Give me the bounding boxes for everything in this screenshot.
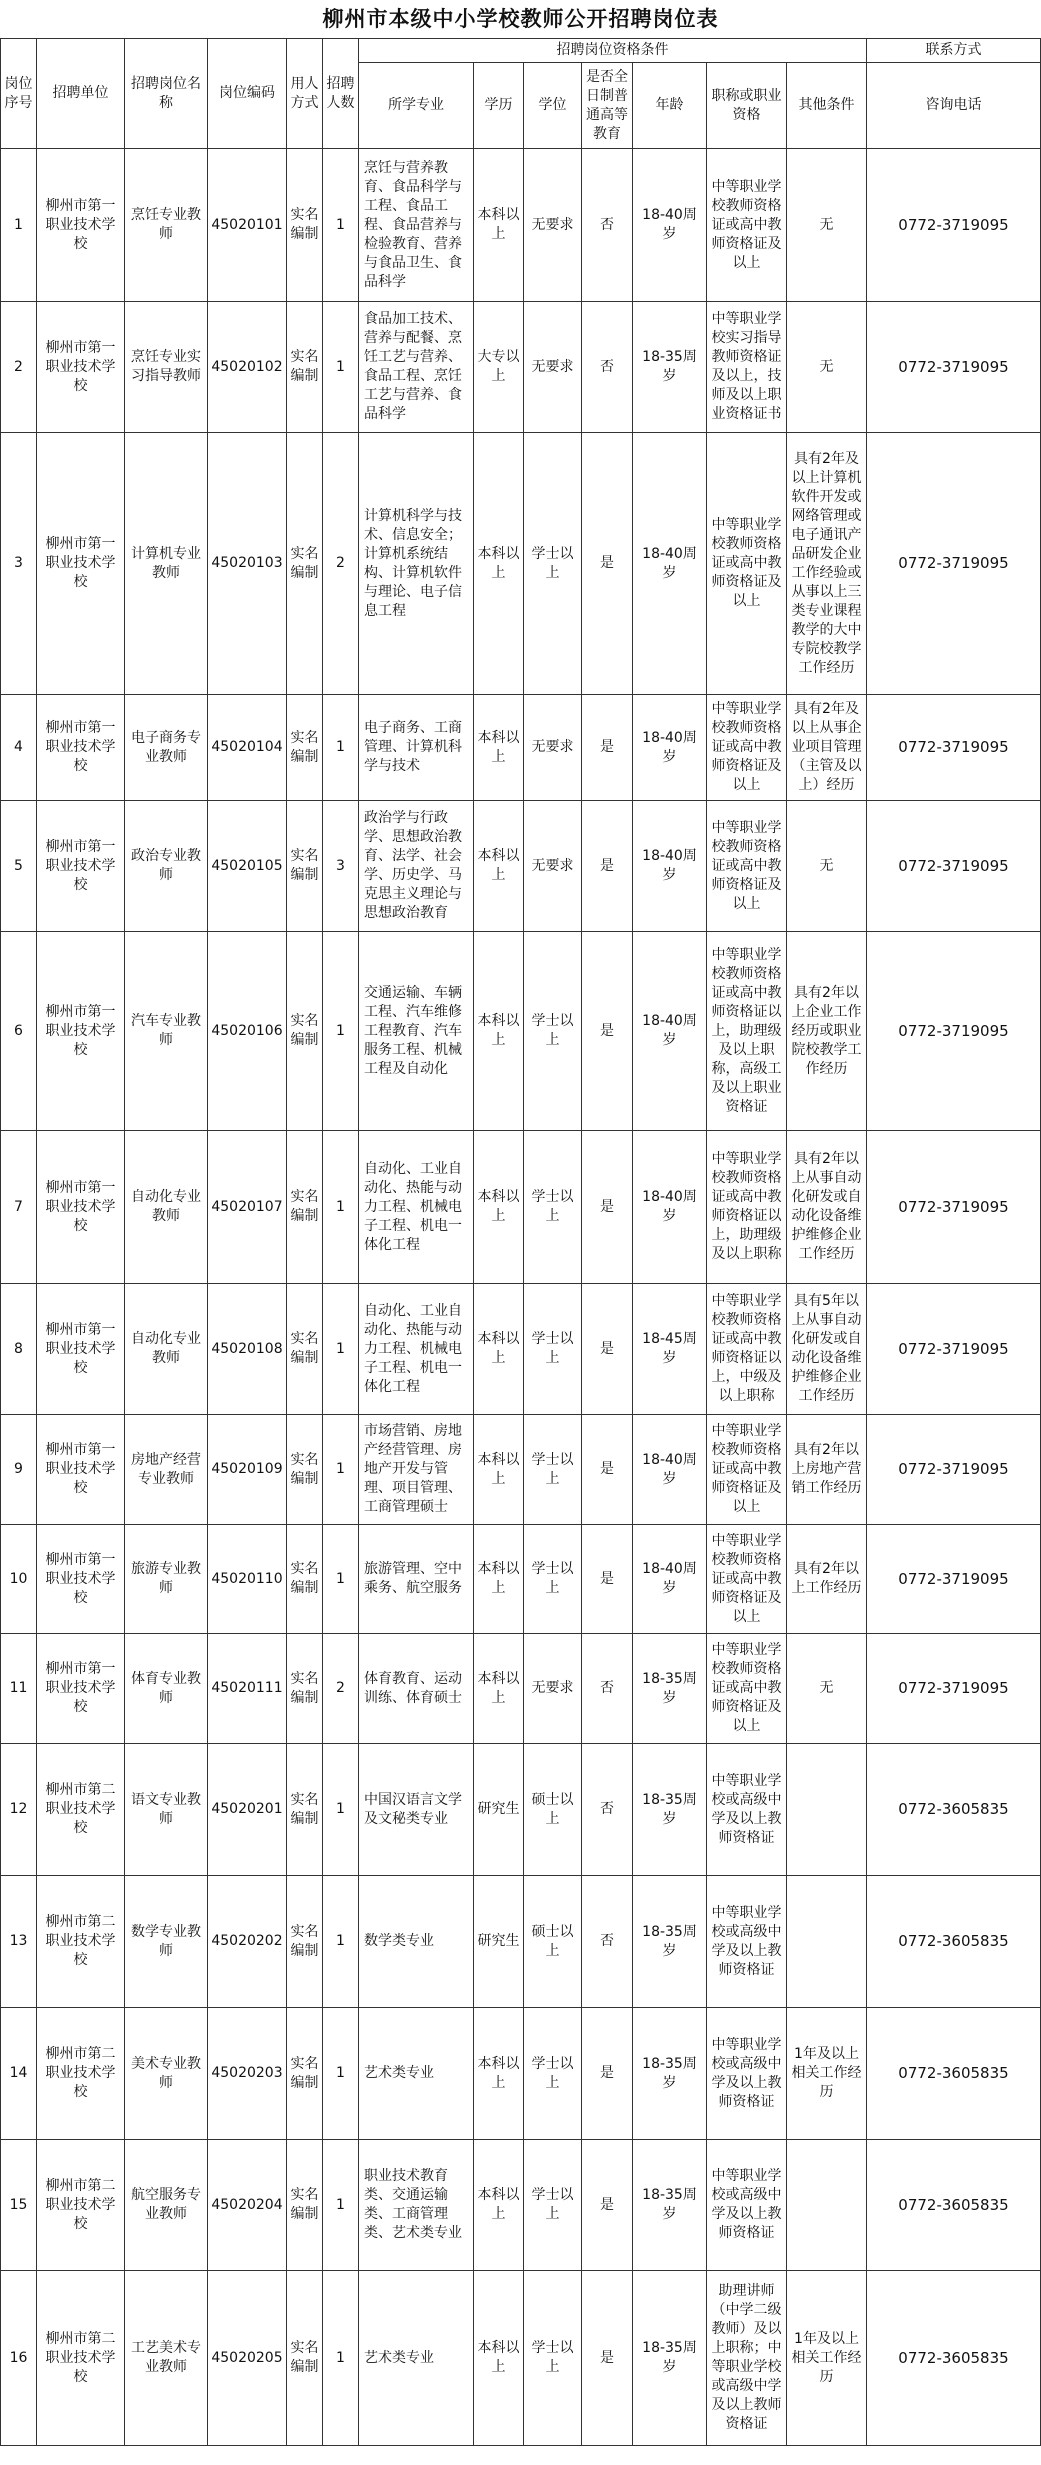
cell-post: 烹饪专业实习指导教师 xyxy=(125,302,208,433)
cell-count: 1 xyxy=(323,1131,359,1284)
table-row xyxy=(1,1525,1041,1634)
cell-method: 实名编制 xyxy=(287,302,323,433)
table-row xyxy=(1,1131,1041,1284)
cell-cert: 中等职业学校教师资格证或高中教师资格证及以上 xyxy=(707,149,787,302)
cell-count: 1 xyxy=(323,1415,359,1525)
header-count: 招聘人数 xyxy=(323,39,359,149)
cell-unit: 柳州市第一职业技术学校 xyxy=(37,932,125,1131)
cell-degree: 无要求 xyxy=(524,1634,582,1744)
cell-edu: 本科以上 xyxy=(474,932,524,1131)
cell-post: 政治专业教师 xyxy=(125,801,208,932)
cell-degree: 学士以上 xyxy=(524,1525,582,1634)
cell-tel: 0772-3719095 xyxy=(867,801,1041,932)
cell-unit: 柳州市第一职业技术学校 xyxy=(37,1284,125,1415)
cell-tel: 0772-3719095 xyxy=(867,932,1041,1131)
cell-unit: 柳州市第一职业技术学校 xyxy=(37,302,125,433)
cell-unit: 柳州市第一职业技术学校 xyxy=(37,695,125,801)
cell-code: 45020202 xyxy=(208,1876,287,2008)
header-method: 用人方式 xyxy=(287,39,323,149)
cell-age: 18-40周岁 xyxy=(633,932,707,1131)
table-row xyxy=(1,932,1041,1131)
cell-cert: 中等职业学校教师资格证或高中教师资格证及以上 xyxy=(707,801,787,932)
cell-other xyxy=(787,2140,867,2271)
cell-major: 电子商务、工商管理、计算机科学与技术 xyxy=(359,695,474,801)
cell-seq: 11 xyxy=(1,1634,37,1744)
cell-seq: 13 xyxy=(1,1876,37,2008)
table-row xyxy=(1,302,1041,433)
table-row xyxy=(1,433,1041,695)
cell-degree: 硕士以上 xyxy=(524,1876,582,2008)
cell-edu: 本科以上 xyxy=(474,1525,524,1634)
header-edu: 学历 xyxy=(474,63,524,149)
cell-code: 45020104 xyxy=(208,695,287,801)
cell-degree: 学士以上 xyxy=(524,433,582,695)
table-row xyxy=(1,1744,1041,1876)
cell-other: 1年及以上相关工作经历 xyxy=(787,2271,867,2446)
cell-count: 1 xyxy=(323,1525,359,1634)
cell-fulltime: 否 xyxy=(582,302,633,433)
cell-method: 实名编制 xyxy=(287,2271,323,2446)
cell-post: 自动化专业教师 xyxy=(125,1131,208,1284)
cell-code: 45020201 xyxy=(208,1744,287,1876)
header-seq: 岗位序号 xyxy=(1,39,37,149)
cell-cert: 中等职业学校教师资格证或高中教师资格证以上，助理级及以上职称，高级工及以上职业资格证 xyxy=(707,932,787,1131)
cell-count: 2 xyxy=(323,433,359,695)
cell-edu: 研究生 xyxy=(474,1876,524,2008)
cell-fulltime: 否 xyxy=(582,1634,633,1744)
cell-post: 工艺美术专业教师 xyxy=(125,2271,208,2446)
recruitment-table xyxy=(0,38,1041,2446)
header-tel: 咨询电话 xyxy=(867,63,1041,149)
table-row xyxy=(1,149,1041,302)
cell-count: 2 xyxy=(323,1634,359,1744)
cell-tel: 0772-3719095 xyxy=(867,1415,1041,1525)
cell-fulltime: 是 xyxy=(582,433,633,695)
cell-cert: 中等职业学校教师资格证或高中教师资格证及以上 xyxy=(707,1415,787,1525)
cell-tel: 0772-3605835 xyxy=(867,2008,1041,2140)
cell-edu: 本科以上 xyxy=(474,1634,524,1744)
cell-other: 无 xyxy=(787,302,867,433)
cell-method: 实名编制 xyxy=(287,932,323,1131)
cell-fulltime: 是 xyxy=(582,1525,633,1634)
cell-edu: 本科以上 xyxy=(474,149,524,302)
cell-unit: 柳州市第一职业技术学校 xyxy=(37,1131,125,1284)
cell-other xyxy=(787,1876,867,2008)
cell-seq: 16 xyxy=(1,2271,37,2446)
table-body xyxy=(1,149,1041,2446)
cell-fulltime: 是 xyxy=(582,2140,633,2271)
cell-count: 3 xyxy=(323,801,359,932)
cell-age: 18-40周岁 xyxy=(633,1415,707,1525)
cell-count: 1 xyxy=(323,2271,359,2446)
cell-post: 语文专业教师 xyxy=(125,1744,208,1876)
cell-edu: 研究生 xyxy=(474,1744,524,1876)
header-conditions-group: 招聘岗位资格条件 xyxy=(359,39,867,63)
cell-method: 实名编制 xyxy=(287,695,323,801)
header-major: 所学专业 xyxy=(359,63,474,149)
cell-post: 烹饪专业教师 xyxy=(125,149,208,302)
cell-age: 18-35周岁 xyxy=(633,1634,707,1744)
cell-method: 实名编制 xyxy=(287,1525,323,1634)
cell-seq: 6 xyxy=(1,932,37,1131)
cell-code: 45020101 xyxy=(208,149,287,302)
cell-count: 1 xyxy=(323,1876,359,2008)
cell-degree: 学士以上 xyxy=(524,2271,582,2446)
cell-unit: 柳州市第一职业技术学校 xyxy=(37,1525,125,1634)
cell-code: 45020103 xyxy=(208,433,287,695)
cell-code: 45020111 xyxy=(208,1634,287,1744)
cell-code: 45020106 xyxy=(208,932,287,1131)
cell-tel: 0772-3719095 xyxy=(867,695,1041,801)
cell-age: 18-40周岁 xyxy=(633,1131,707,1284)
cell-fulltime: 是 xyxy=(582,1284,633,1415)
header-fulltime: 是否全日制普通高等教育 xyxy=(582,63,633,149)
cell-age: 18-40周岁 xyxy=(633,149,707,302)
cell-major: 计算机科学与技术、信息安全；计算机系统结构、计算机软件与理论、电子信息工程 xyxy=(359,433,474,695)
cell-code: 45020205 xyxy=(208,2271,287,2446)
cell-unit: 柳州市第一职业技术学校 xyxy=(37,149,125,302)
cell-seq: 3 xyxy=(1,433,37,695)
cell-major: 政治学与行政学、思想政治教育、法学、社会学、历史学、马克思主义理论与思想政治教育 xyxy=(359,801,474,932)
cell-fulltime: 是 xyxy=(582,2271,633,2446)
cell-unit: 柳州市第二职业技术学校 xyxy=(37,2140,125,2271)
cell-other: 具有2年以上企业工作经历或职业院校教学工作经历 xyxy=(787,932,867,1131)
cell-other: 具有2年以上工作经历 xyxy=(787,1525,867,1634)
cell-count: 1 xyxy=(323,695,359,801)
cell-major: 中国汉语言文学及文秘类专业 xyxy=(359,1744,474,1876)
header-unit: 招聘单位 xyxy=(37,39,125,149)
cell-other xyxy=(787,1744,867,1876)
cell-tel: 0772-3719095 xyxy=(867,1131,1041,1284)
cell-method: 实名编制 xyxy=(287,2140,323,2271)
cell-major: 艺术类专业 xyxy=(359,2008,474,2140)
cell-other: 具有5年以上从事自动化研发或自动化设备维护维修企业工作经历 xyxy=(787,1284,867,1415)
cell-degree: 无要求 xyxy=(524,801,582,932)
cell-age: 18-35周岁 xyxy=(633,2271,707,2446)
cell-other: 具有2年以上房地产营销工作经历 xyxy=(787,1415,867,1525)
cell-edu: 本科以上 xyxy=(474,1415,524,1525)
cell-post: 汽车专业教师 xyxy=(125,932,208,1131)
cell-fulltime: 否 xyxy=(582,149,633,302)
table-row xyxy=(1,2140,1041,2271)
table-row xyxy=(1,2271,1041,2446)
cell-edu: 本科以上 xyxy=(474,2140,524,2271)
cell-method: 实名编制 xyxy=(287,1634,323,1744)
cell-seq: 8 xyxy=(1,1284,37,1415)
cell-degree: 学士以上 xyxy=(524,1131,582,1284)
cell-tel: 0772-3605835 xyxy=(867,1876,1041,2008)
cell-count: 1 xyxy=(323,1744,359,1876)
header-cert: 职称或职业资格 xyxy=(707,63,787,149)
cell-post: 计算机专业教师 xyxy=(125,433,208,695)
cell-age: 18-35周岁 xyxy=(633,2008,707,2140)
table-row xyxy=(1,1876,1041,2008)
cell-count: 1 xyxy=(323,302,359,433)
cell-other: 无 xyxy=(787,801,867,932)
cell-age: 18-35周岁 xyxy=(633,1876,707,2008)
cell-seq: 4 xyxy=(1,695,37,801)
cell-degree: 无要求 xyxy=(524,695,582,801)
cell-post: 体育专业教师 xyxy=(125,1634,208,1744)
cell-method: 实名编制 xyxy=(287,1876,323,2008)
cell-method: 实名编制 xyxy=(287,2008,323,2140)
cell-edu: 本科以上 xyxy=(474,433,524,695)
cell-age: 18-40周岁 xyxy=(633,433,707,695)
cell-code: 45020105 xyxy=(208,801,287,932)
cell-major: 体育教育、运动训练、体育硕士 xyxy=(359,1634,474,1744)
cell-major: 交通运输、车辆工程、汽车维修工程教育、汽车服务工程、机械工程及自动化 xyxy=(359,932,474,1131)
cell-code: 45020102 xyxy=(208,302,287,433)
cell-major: 自动化、工业自动化、热能与动力工程、机械电子工程、机电一体化工程 xyxy=(359,1284,474,1415)
cell-seq: 14 xyxy=(1,2008,37,2140)
cell-fulltime: 是 xyxy=(582,801,633,932)
cell-post: 房地产经营专业教师 xyxy=(125,1415,208,1525)
cell-seq: 7 xyxy=(1,1131,37,1284)
cell-cert: 助理讲师（中学二级教师）及以上职称；中等职业学校或高级中学及以上教师资格证 xyxy=(707,2271,787,2446)
cell-major: 自动化、工业自动化、热能与动力工程、机械电子工程、机电一体化工程 xyxy=(359,1131,474,1284)
cell-fulltime: 是 xyxy=(582,2008,633,2140)
cell-tel: 0772-3605835 xyxy=(867,1744,1041,1876)
cell-cert: 中等职业学校教师资格证或高中教师资格证以上，中级及以上职称 xyxy=(707,1284,787,1415)
cell-cert: 中等职业学校教师资格证或高中教师资格证以上，助理级及以上职称 xyxy=(707,1131,787,1284)
cell-other: 具有2年及以上从事企业项目管理（主管及以上）经历 xyxy=(787,695,867,801)
cell-age: 18-40周岁 xyxy=(633,801,707,932)
cell-seq: 1 xyxy=(1,149,37,302)
cell-seq: 2 xyxy=(1,302,37,433)
cell-fulltime: 否 xyxy=(582,1876,633,2008)
header-code: 岗位编码 xyxy=(208,39,287,149)
cell-post: 美术专业教师 xyxy=(125,2008,208,2140)
cell-code: 45020109 xyxy=(208,1415,287,1525)
cell-post: 自动化专业教师 xyxy=(125,1284,208,1415)
table-row xyxy=(1,1634,1041,1744)
cell-unit: 柳州市第二职业技术学校 xyxy=(37,2271,125,2446)
cell-major: 数学类专业 xyxy=(359,1876,474,2008)
cell-tel: 0772-3719095 xyxy=(867,1284,1041,1415)
cell-cert: 中等职业学校或高级中学及以上教师资格证 xyxy=(707,1876,787,2008)
table-row xyxy=(1,1284,1041,1415)
cell-degree: 学士以上 xyxy=(524,2008,582,2140)
header-age: 年龄 xyxy=(633,63,707,149)
cell-seq: 9 xyxy=(1,1415,37,1525)
cell-tel: 0772-3719095 xyxy=(867,149,1041,302)
cell-degree: 学士以上 xyxy=(524,932,582,1131)
cell-count: 1 xyxy=(323,2140,359,2271)
cell-code: 45020203 xyxy=(208,2008,287,2140)
cell-seq: 12 xyxy=(1,1744,37,1876)
cell-cert: 中等职业学校教师资格证或高中教师资格证及以上 xyxy=(707,433,787,695)
cell-code: 45020107 xyxy=(208,1131,287,1284)
cell-method: 实名编制 xyxy=(287,1131,323,1284)
cell-major: 艺术类专业 xyxy=(359,2271,474,2446)
cell-method: 实名编制 xyxy=(287,801,323,932)
cell-edu: 大专以上 xyxy=(474,302,524,433)
cell-count: 1 xyxy=(323,1284,359,1415)
cell-count: 1 xyxy=(323,932,359,1131)
cell-other: 无 xyxy=(787,1634,867,1744)
cell-cert: 中等职业学校实习指导教师资格证及以上，技师及以上职业资格证书 xyxy=(707,302,787,433)
cell-age: 18-45周岁 xyxy=(633,1284,707,1415)
cell-tel: 0772-3605835 xyxy=(867,2271,1041,2446)
cell-other: 具有2年及以上计算机软件开发或网络管理或电子通讯产品研发企业工作经验或从事以上三类专业课程教学的大中专院校教学工作经历 xyxy=(787,433,867,695)
cell-post: 旅游专业教师 xyxy=(125,1525,208,1634)
cell-degree: 无要求 xyxy=(524,149,582,302)
header-post: 招聘岗位名称 xyxy=(125,39,208,149)
header-degree: 学位 xyxy=(524,63,582,149)
cell-method: 实名编制 xyxy=(287,433,323,695)
table-row xyxy=(1,1415,1041,1525)
cell-unit: 柳州市第二职业技术学校 xyxy=(37,1876,125,2008)
cell-tel: 0772-3605835 xyxy=(867,2140,1041,2271)
cell-tel: 0772-3719095 xyxy=(867,302,1041,433)
cell-fulltime: 否 xyxy=(582,1744,633,1876)
table-row xyxy=(1,2008,1041,2140)
cell-unit: 柳州市第一职业技术学校 xyxy=(37,1634,125,1744)
cell-count: 1 xyxy=(323,149,359,302)
cell-major: 职业技术教育类、交通运输类、工商管理类、艺术类专业 xyxy=(359,2140,474,2271)
cell-edu: 本科以上 xyxy=(474,2271,524,2446)
cell-code: 45020204 xyxy=(208,2140,287,2271)
cell-other: 无 xyxy=(787,149,867,302)
cell-edu: 本科以上 xyxy=(474,801,524,932)
cell-unit: 柳州市第二职业技术学校 xyxy=(37,2008,125,2140)
cell-age: 18-35周岁 xyxy=(633,302,707,433)
cell-degree: 硕士以上 xyxy=(524,1744,582,1876)
cell-seq: 10 xyxy=(1,1525,37,1634)
cell-edu: 本科以上 xyxy=(474,2008,524,2140)
cell-cert: 中等职业学校或高级中学及以上教师资格证 xyxy=(707,1744,787,1876)
cell-major: 旅游管理、空中乘务、航空服务 xyxy=(359,1525,474,1634)
cell-method: 实名编制 xyxy=(287,1744,323,1876)
cell-age: 18-35周岁 xyxy=(633,1744,707,1876)
cell-method: 实名编制 xyxy=(287,149,323,302)
cell-age: 18-40周岁 xyxy=(633,1525,707,1634)
cell-major: 市场营销、房地产经营管理、房地产开发与管理、项目管理、工商管理硕士 xyxy=(359,1415,474,1525)
cell-unit: 柳州市第二职业技术学校 xyxy=(37,1744,125,1876)
cell-cert: 中等职业学校教师资格证或高中教师资格证及以上 xyxy=(707,1525,787,1634)
cell-tel: 0772-3719095 xyxy=(867,1525,1041,1634)
cell-cert: 中等职业学校教师资格证或高中教师资格证及以上 xyxy=(707,1634,787,1744)
cell-edu: 本科以上 xyxy=(474,1284,524,1415)
header-contact-group: 联系方式 xyxy=(867,39,1041,63)
cell-age: 18-40周岁 xyxy=(633,695,707,801)
cell-age: 18-35周岁 xyxy=(633,2140,707,2271)
cell-method: 实名编制 xyxy=(287,1284,323,1415)
cell-other: 具有2年以上从事自动化研发或自动化设备维护维修企业工作经历 xyxy=(787,1131,867,1284)
cell-other: 1年及以上相关工作经历 xyxy=(787,2008,867,2140)
page-title: 柳州市本级中小学校教师公开招聘岗位表 xyxy=(322,7,719,31)
cell-edu: 本科以上 xyxy=(474,1131,524,1284)
table-row xyxy=(1,801,1041,932)
cell-tel: 0772-3719095 xyxy=(867,1634,1041,1744)
header-other: 其他条件 xyxy=(787,63,867,149)
cell-seq: 15 xyxy=(1,2140,37,2271)
cell-tel: 0772-3719095 xyxy=(867,433,1041,695)
cell-post: 数学专业教师 xyxy=(125,1876,208,2008)
cell-degree: 学士以上 xyxy=(524,2140,582,2271)
cell-major: 食品加工技术、营养与配餐、烹饪工艺与营养、食品工程、烹饪工艺与营养、食品科学 xyxy=(359,302,474,433)
cell-degree: 无要求 xyxy=(524,302,582,433)
cell-edu: 本科以上 xyxy=(474,695,524,801)
cell-fulltime: 是 xyxy=(582,1415,633,1525)
cell-code: 45020108 xyxy=(208,1284,287,1415)
cell-method: 实名编制 xyxy=(287,1415,323,1525)
cell-code: 45020110 xyxy=(208,1525,287,1634)
cell-unit: 柳州市第一职业技术学校 xyxy=(37,801,125,932)
cell-major: 烹饪与营养教育、食品科学与工程、食品工程、食品营养与检验教育、营养与食品卫生、食品科学 xyxy=(359,149,474,302)
cell-post: 电子商务专业教师 xyxy=(125,695,208,801)
cell-unit: 柳州市第一职业技术学校 xyxy=(37,433,125,695)
cell-fulltime: 是 xyxy=(582,695,633,801)
cell-fulltime: 是 xyxy=(582,932,633,1131)
cell-unit: 柳州市第一职业技术学校 xyxy=(37,1415,125,1525)
cell-post: 航空服务专业教师 xyxy=(125,2140,208,2271)
cell-degree: 学士以上 xyxy=(524,1284,582,1415)
table-row xyxy=(1,695,1041,801)
cell-degree: 学士以上 xyxy=(524,1415,582,1525)
cell-count: 1 xyxy=(323,2008,359,2140)
cell-seq: 5 xyxy=(1,801,37,932)
cell-cert: 中等职业学校教师资格证或高中教师资格证及以上 xyxy=(707,695,787,801)
cell-fulltime: 是 xyxy=(582,1131,633,1284)
cell-cert: 中等职业学校或高级中学及以上教师资格证 xyxy=(707,2140,787,2271)
cell-cert: 中等职业学校或高级中学及以上教师资格证 xyxy=(707,2008,787,2140)
